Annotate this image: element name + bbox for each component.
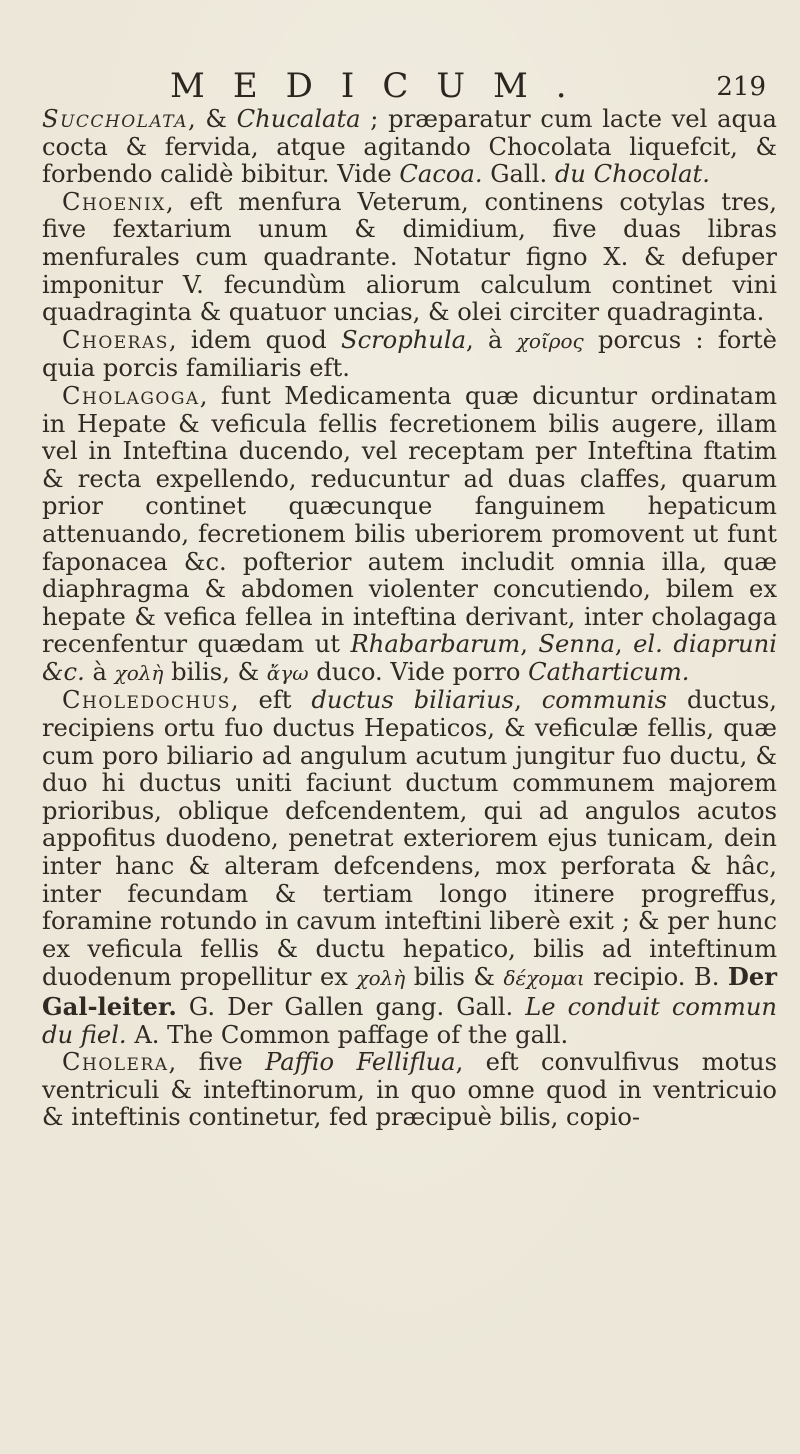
body-text: A. The Common paffage of the gall. — [126, 1020, 569, 1049]
entry-cholera — [42, 1049, 777, 1132]
body-text: , à — [466, 325, 517, 354]
body-text: bilis, & — [163, 657, 267, 686]
body-text: , & — [188, 105, 237, 133]
italic-term: du Chocolat. — [554, 160, 710, 189]
running-head: MEDICUM. — [170, 66, 595, 106]
body-text: à — [84, 657, 115, 686]
body-text: , idem quod — [168, 325, 341, 354]
italic-term: ductus biliarius — [311, 686, 515, 715]
page-number: 219 — [716, 72, 766, 102]
body-text: , five — [168, 1048, 266, 1077]
greek-term: ἄγω — [266, 660, 309, 685]
italic-term: Le conduit commun du fiel. — [42, 993, 777, 1049]
entry-cholagoga — [42, 383, 777, 688]
italic-term: Senna — [538, 630, 615, 659]
headword: Cholagoga — [62, 381, 200, 410]
italic-term: Paffio Felliflua — [265, 1048, 456, 1077]
body-text: , — [514, 686, 542, 715]
headword: Choeras — [62, 325, 169, 354]
headword: Choenix — [62, 187, 166, 216]
headword: Cholera — [62, 1048, 169, 1077]
body-text: , funt Medicamenta quæ dicuntur ordinatam in Hepate & veficula fellis fecretionem bilis augere, illam vel in Inteftina ducendo, vel receptam per Inteftina ftatim & recta expellendo, reducuntur ad duas claffes, quarum prior continet quæcunque fanguinem hepaticum attenuando, fecretionem bilis uberiorem promovent ut funt faponacea &c. pofterior autem includit omnia illa, quæ diaphragma & abdomen violenter concutiendo, bilem ex hepate & vefica fellea in inteftina derivant, inter cholagaga recenfentur quædam ut — [42, 381, 777, 659]
headword: Succholata — [42, 105, 188, 133]
entry-choledochus — [42, 687, 777, 1049]
italic-term: el. diapruni &c. — [42, 630, 777, 686]
body-text: G. Der Gallen gang. Gall. — [176, 993, 526, 1021]
body-text: Gall. — [482, 160, 555, 189]
body-text: , — [614, 630, 634, 659]
greek-term: χολὴ — [114, 660, 164, 685]
body-text: bilis & — [405, 963, 504, 992]
body-text: , eft menfura Veterum, continens cotylas tres, five fextarium unum & dimidium, five duas libras menfurales cum quadrante. Notatur figno X. & defuper imponitur V. fecundùm aliorum calculum continet vini quadraginta & quatuor uncias, & olei circiter quadraginta. — [42, 187, 777, 327]
greek-term: δέχομαι — [503, 966, 585, 991]
text-column — [42, 106, 777, 1132]
entry-choenix — [42, 189, 777, 327]
italic-term: Scrophula — [341, 325, 467, 354]
entry-succholata — [42, 106, 777, 189]
body-text: , eft convulfivus motus ventriculi & inteftinorum, in quo omne quod in ventricuio & inteftinis continetur, fed præcipuè bilis, copio- — [42, 1048, 777, 1132]
headword: Choledochus — [62, 686, 231, 715]
body-text: porcus : fortè quia porcis familiaris eft. — [42, 325, 777, 383]
greek-term: χοῖρος — [516, 328, 584, 353]
body-text: recipio. B. — [584, 963, 728, 992]
body-text: , — [520, 630, 539, 659]
body-text: Der Gal-leiter. — [42, 962, 778, 1021]
body-text: ; præparatur cum lacte vel aqua cocta & fervida, atque agitando Chocolata liquefcit, & forbendo calidè bibitur. Vide — [42, 105, 777, 189]
entry-choeras — [42, 327, 777, 383]
italic-term: Chucalata — [236, 105, 361, 133]
body-text: duco. Vide porro — [308, 657, 529, 686]
italic-term: Catharticum. — [528, 657, 690, 686]
greek-term: χολὴ — [356, 966, 406, 991]
italic-term: communis — [541, 686, 668, 715]
italic-term: Rhabarbarum — [350, 630, 521, 659]
body-text: ductus, recipiens ortu fuo ductus Hepaticos, & veficulæ fellis, quæ cum poro biliario ad angulum acutum jungitur fuo ductu, & duo hi ductus uniti faciunt ductum communem majorem prioribus, oblique defcendentem, qui ad angulos acutos appofitus duodeno, penetrat exteriorem ejus tunicam, dein inter hanc & alteram defcendens, mox perforata & hâc, inter fecundam & tertiam longo itinere progreffus, foramine rotundo in cavum inteftini liberè exit ; & per hunc ex veficula fellis & ductu hepatico, bilis ad inteftinum duodenum propellitur ex — [42, 686, 777, 992]
body-text: , eft — [230, 686, 312, 715]
italic-term: Cacoa. — [399, 160, 483, 189]
